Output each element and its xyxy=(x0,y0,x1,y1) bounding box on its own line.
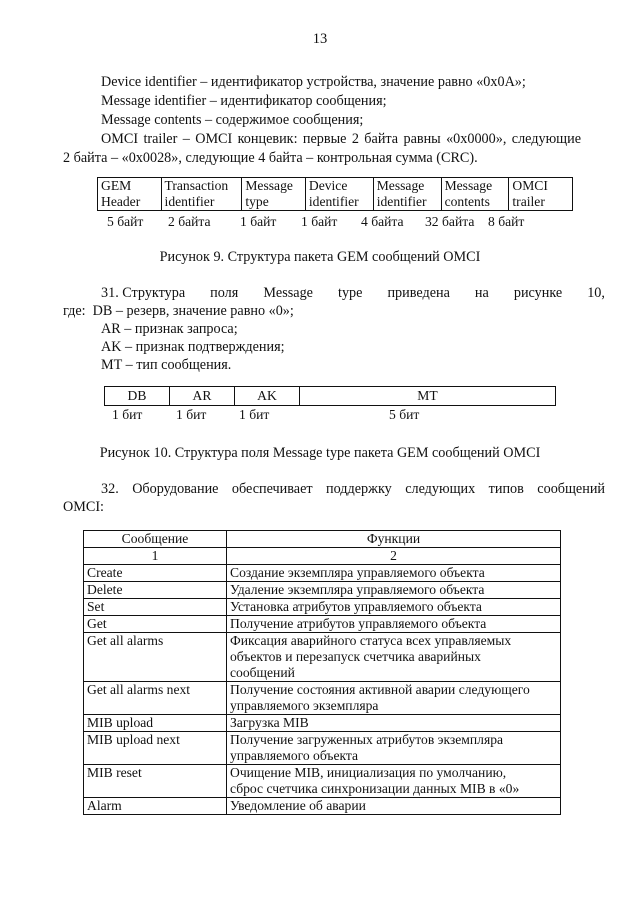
table-cell-function-line: Получение атрибутов управляемого объекта xyxy=(230,616,487,631)
para31-line-db: где: DB – резерв, значение равно «0»; xyxy=(63,303,294,319)
table-cell-function xyxy=(227,616,561,633)
table-cell-message: Get xyxy=(84,616,227,633)
table-cell-function-line: Получение состояния активной аварии следующего xyxy=(230,682,530,697)
table-cell-function-line: Получение загруженных атрибутов экземпляра xyxy=(230,732,504,747)
table-header-message: Сообщение xyxy=(84,531,227,548)
table-cell-function xyxy=(227,715,561,732)
para31-word: на xyxy=(474,285,489,301)
table-cell-message: Get all alarms xyxy=(84,633,227,682)
para32-line1 xyxy=(101,481,605,498)
table-column-number: 2 xyxy=(227,548,561,565)
para31-line-ar: AR – признак запроса; xyxy=(101,321,238,337)
intro-line-device-identifier: Device identifier – идентификатор устройства, значение равно «0x0A»; xyxy=(101,74,526,90)
figure9-field-message-contents: Message contents xyxy=(441,178,509,211)
table-row xyxy=(84,633,561,682)
para31-word: Message xyxy=(263,285,313,301)
figure10-bit-size: 5 бит xyxy=(389,407,420,422)
omci-message-types-table xyxy=(83,530,561,815)
table-cell-function xyxy=(227,682,561,715)
figure9-size: 32 байта xyxy=(425,214,475,229)
table-cell-message: MIB reset xyxy=(84,765,227,798)
intro-line-omci-trailer-cont: 2 байта – «0x0028», следующие 4 байта – контрольная сумма (CRC). xyxy=(63,150,478,166)
table-cell-function-line: сброс счетчика синхронизации данных MIB в «0» xyxy=(230,781,520,796)
table-header-row xyxy=(84,531,561,548)
para31-line-ak: AK – признак подтверждения; xyxy=(101,339,285,355)
intro-line-message-identifier: Message identifier – идентификатор сообщения; xyxy=(101,93,387,109)
figure10-bits-row xyxy=(0,407,640,425)
para32-word: Оборудование xyxy=(132,481,219,497)
para31-line-mt: MT – тип сообщения. xyxy=(101,357,232,373)
figure10-field-ak: AK xyxy=(235,387,300,406)
figure9-size: 1 байт xyxy=(301,214,338,229)
figure9-field-message-identifier: Message identifier xyxy=(373,178,441,211)
figure10-message-type-table xyxy=(104,386,556,406)
para31-word: поля xyxy=(210,285,239,301)
para32-word: поддержку xyxy=(326,481,392,497)
para32-word: обеспечивает xyxy=(231,481,313,497)
table-row xyxy=(84,565,561,582)
table-cell-message: Create xyxy=(84,565,227,582)
para32-word: 32. xyxy=(101,481,119,497)
para32-word: сообщений xyxy=(537,481,605,497)
table-row xyxy=(84,682,561,715)
para31-line1 xyxy=(101,285,605,302)
table-row xyxy=(84,599,561,616)
table-cell-function xyxy=(227,599,561,616)
table-cell-function-line: объектов и перезапуск счетчика аварийных xyxy=(230,649,481,664)
intro-line-omci-trailer: OMCI trailer – OMCI концевик: первые 2 байта равны «0x0000», следующие xyxy=(101,131,581,147)
table-cell-message: MIB upload next xyxy=(84,732,227,765)
table-header-functions: Функции xyxy=(227,531,561,548)
intro-line-message-contents: Message contents – содержимое сообщения; xyxy=(101,112,364,128)
figure9-size: 4 байта xyxy=(361,214,404,229)
figure9-size: 2 байта xyxy=(168,214,211,229)
para32-line2: OMCI: xyxy=(63,499,104,515)
table-row xyxy=(84,582,561,599)
table-cell-function xyxy=(227,633,561,682)
table-cell-message: Alarm xyxy=(84,798,227,815)
para32-word: типов xyxy=(488,481,524,497)
table-cell-function-line: сообщений xyxy=(230,665,295,680)
figure9-field-message-type: Message type xyxy=(242,178,306,211)
table-row xyxy=(84,616,561,633)
figure10-caption: Рисунок 10. Структура поля Message type пакета GEM сообщений OMCI xyxy=(99,445,541,461)
figure10-field-mt: MT xyxy=(300,387,556,406)
table-cell-message: Get all alarms next xyxy=(84,682,227,715)
figure10-bit-size: 1 бит xyxy=(176,407,207,422)
table-cell-function xyxy=(227,565,561,582)
para31-word: 10, xyxy=(587,285,605,301)
figure10-bit-size: 1 бит xyxy=(112,407,143,422)
table-cell-function xyxy=(227,798,561,815)
para31-word: рисунке xyxy=(513,285,563,301)
table-cell-function xyxy=(227,732,561,765)
figure9-size: 1 байт xyxy=(240,214,277,229)
table-row xyxy=(84,798,561,815)
figure9-field-omci-trailer: OMCI trailer xyxy=(509,178,573,211)
table-cell-function-line: управляемого экземпляра xyxy=(230,698,379,713)
table-cell-function-line: управляемого объекта xyxy=(230,748,359,763)
figure9-field-gem-header: GEM Header xyxy=(98,178,162,211)
para31-word: приведена xyxy=(387,285,450,301)
figure9-field-device-identifier: Device identifier xyxy=(305,178,373,211)
figure9-size: 8 байт xyxy=(488,214,525,229)
para32-word: следующих xyxy=(405,481,476,497)
para31-word: type xyxy=(338,285,363,301)
table-column-number: 1 xyxy=(84,548,227,565)
figure9-sizes-row xyxy=(0,214,640,232)
table-cell-function-line: Очищение MIB, инициализация по умолчанию, xyxy=(230,765,507,780)
figure9-packet-structure-table xyxy=(97,177,573,211)
figure10-field-db: DB xyxy=(105,387,170,406)
table-cell-function-line: Создание экземпляра управляемого объекта xyxy=(230,565,485,580)
table-cell-function xyxy=(227,582,561,599)
figure9-caption: Рисунок 9. Структура пакета GEM сообщений OMCI xyxy=(159,249,481,265)
figure9-field-transaction-identifier: Transaction identifier xyxy=(161,178,242,211)
table-cell-message: Set xyxy=(84,599,227,616)
table-number-row xyxy=(84,548,561,565)
table-row xyxy=(84,732,561,765)
table-row xyxy=(84,765,561,798)
figure10-field-ar: AR xyxy=(170,387,235,406)
table-cell-message: Delete xyxy=(84,582,227,599)
para31-word: 31. Структура xyxy=(101,285,186,301)
figure10-bit-size: 1 бит xyxy=(239,407,270,422)
table-cell-function-line: Удаление экземпляра управляемого объекта xyxy=(230,582,485,597)
table-cell-function-line: Установка атрибутов управляемого объекта xyxy=(230,599,482,614)
table-cell-function-line: Загрузка MIB xyxy=(230,715,309,730)
table-cell-function xyxy=(227,765,561,798)
figure9-size: 5 байт xyxy=(107,214,144,229)
table-row xyxy=(84,715,561,732)
table-cell-function-line: Уведомление об аварии xyxy=(230,798,366,813)
table-cell-function-line: Фиксация аварийного статуса всех управляемых xyxy=(230,633,512,648)
table-cell-message: MIB upload xyxy=(84,715,227,732)
page-number: 13 xyxy=(312,31,328,47)
table-body xyxy=(84,565,561,815)
